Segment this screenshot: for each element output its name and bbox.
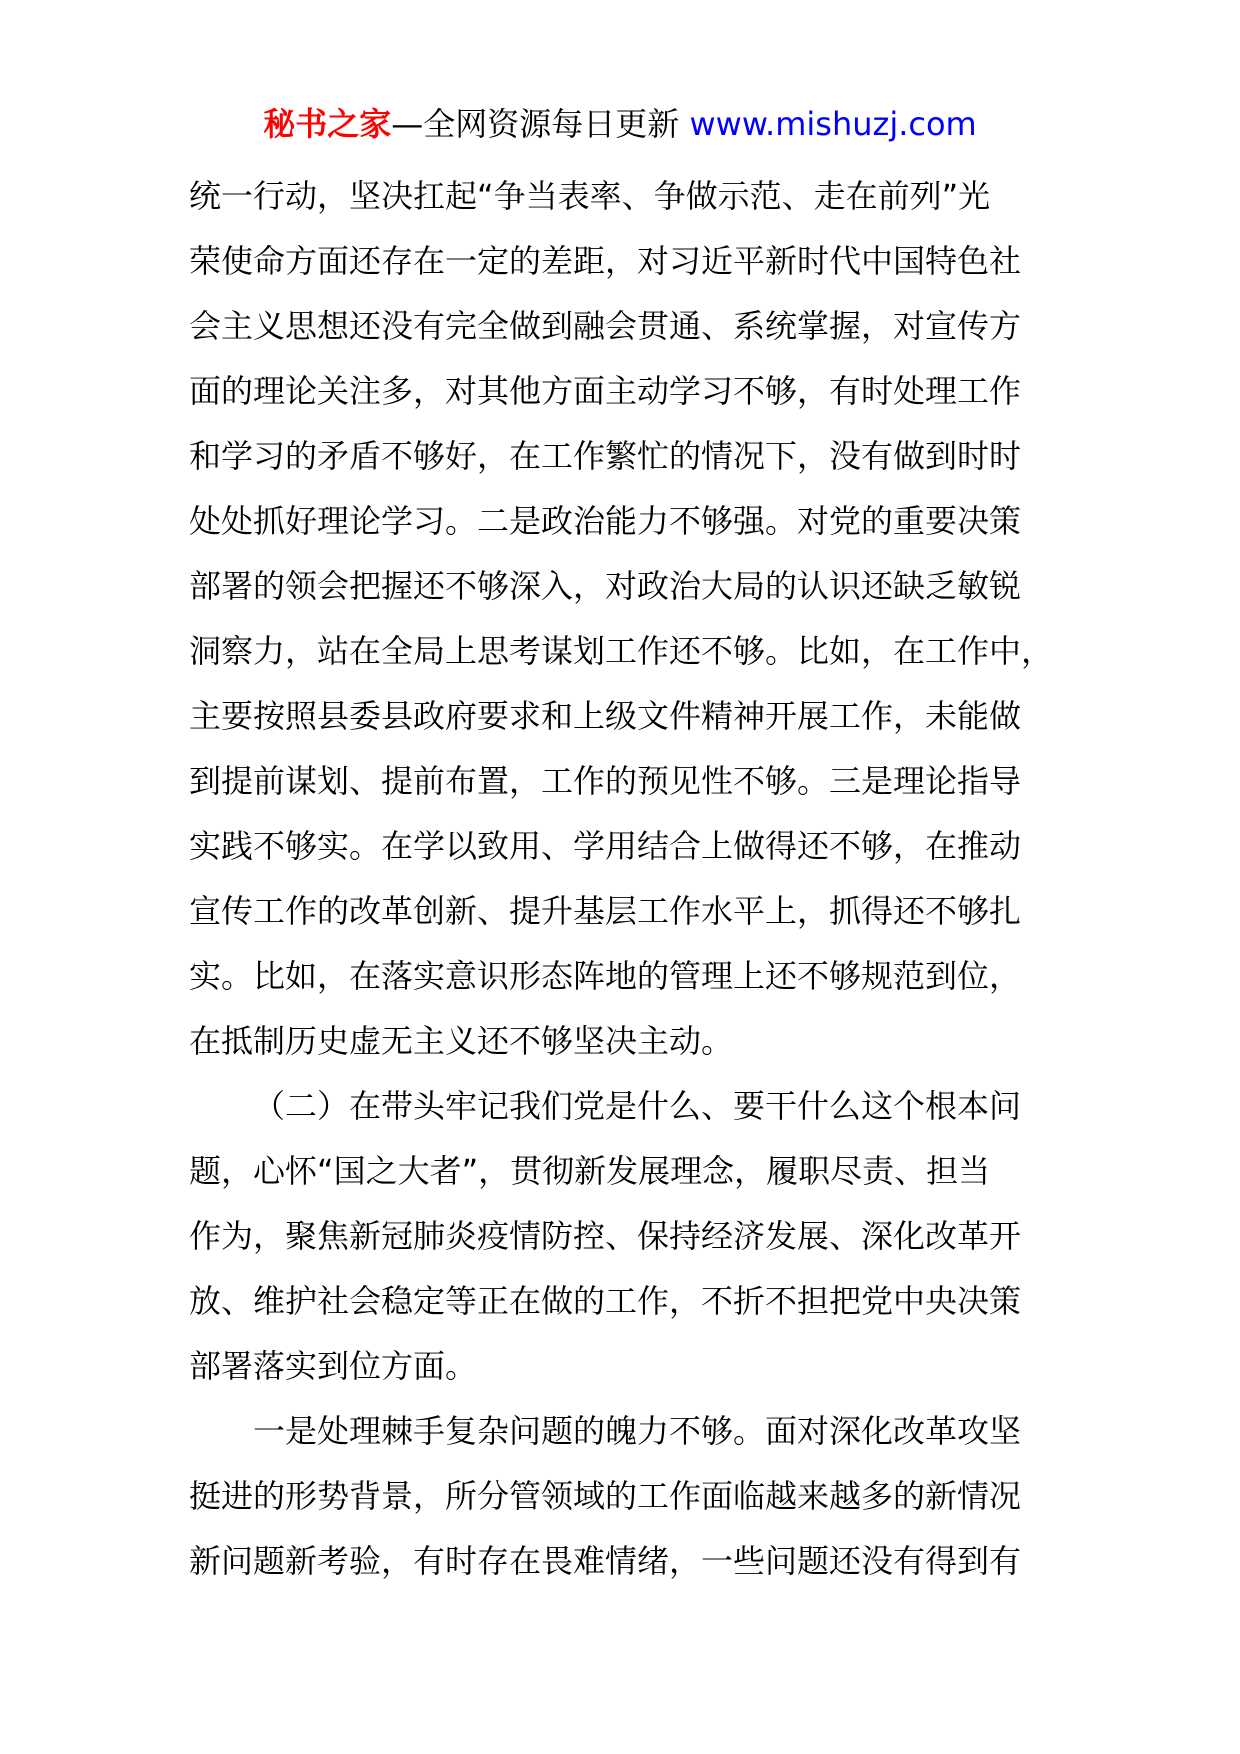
text-line: 部署落实到位方面。	[189, 1347, 478, 1385]
text-line: 放、维护社会稳定等正在做的工作，不折不担把党中央决策	[189, 1282, 1022, 1320]
text-line: 面的理论关注多，对其他方面主动学习不够，有时处理工作	[189, 372, 1022, 410]
text-line: 统一行动，坚决扛起“争当表率、争做示范、走在前列”光	[189, 177, 991, 215]
section-heading-line: （二）在带头牢记我们党是什么、要干什么这个根本问	[253, 1087, 1022, 1125]
text-line: 到提前谋划、提前布置，工作的预见性不够。三是理论指导	[189, 762, 1022, 800]
document-body	[189, 164, 1069, 1594]
text-line: 题，心怀“国之大者”，贯彻新发展理念，履职尽责、担当	[189, 1152, 991, 1190]
page-header	[0, 100, 1240, 148]
text-line: 新问题新考验，有时存在畏难情绪，一些问题还没有得到有	[189, 1542, 1022, 1580]
text-line: 会主义思想还没有完全做到融会贯通、系统掌握，对宣传方	[189, 307, 1022, 345]
site-url-link[interactable]: www.mishuzj.com	[689, 105, 977, 143]
text-line: 洞察力，站在全局上思考谋划工作还不够。比如，在工作中，	[189, 632, 1054, 670]
text-line: 实践不够实。在学以致用、学用结合上做得还不够，在推动	[189, 827, 1022, 865]
text-line: 主要按照县委县政府要求和上级文件精神开展工作，未能做	[189, 697, 1022, 735]
text-line: 和学习的矛盾不够好，在工作繁忙的情况下，没有做到时时	[189, 437, 1022, 475]
text-line: 处处抓好理论学习。二是政治能力不够强。对党的重要决策	[189, 502, 1022, 540]
text-line: 荣使命方面还存在一定的差距，对习近平新时代中国特色社	[189, 242, 1022, 280]
text-line: 部署的领会把握还不够深入，对政治大局的认识还缺乏敏锐	[189, 567, 1022, 605]
brand-name: 秘书之家	[263, 105, 392, 143]
paragraph-start-line: 一是处理棘手复杂问题的魄力不够。面对深化改革攻坚	[253, 1412, 1022, 1450]
text-line: 实。比如，在落实意识形态阵地的管理上还不够规范到位，	[189, 957, 1022, 995]
text-line: 在抵制历史虚无主义还不够坚决主动。	[189, 1022, 734, 1060]
header-tagline: —全网资源每日更新	[391, 105, 680, 143]
text-line: 挺进的形势背景，所分管领域的工作面临越来越多的新情况	[189, 1477, 1022, 1515]
text-line: 宣传工作的改革创新、提升基层工作水平上，抓得还不够扎	[189, 892, 1022, 930]
text-line: 作为，聚焦新冠肺炎疫情防控、保持经济发展、深化改革开	[189, 1217, 1022, 1255]
